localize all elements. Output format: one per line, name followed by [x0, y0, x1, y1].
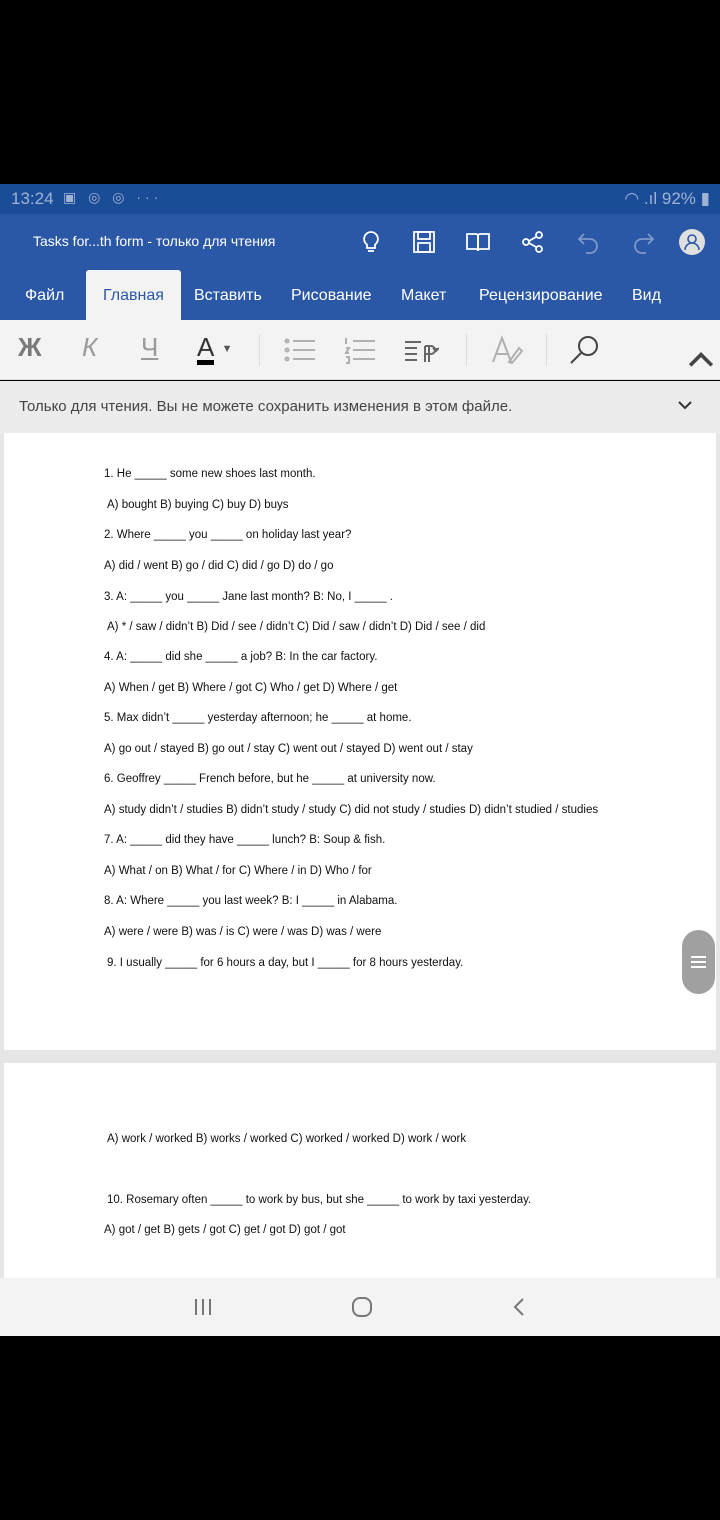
question-line: 3. A: _____ you _____ Jane last month? B: No, I _____ . — [104, 591, 393, 603]
chevron-down-icon[interactable] — [675, 395, 695, 415]
home-icon[interactable] — [350, 1295, 374, 1319]
document-page[interactable] — [4, 433, 716, 1050]
back-icon[interactable] — [508, 1295, 532, 1319]
question-line: 7. A: _____ did they have _____ lunch? B: Soup & fish. — [104, 834, 386, 846]
scroll-handle[interactable] — [682, 930, 715, 994]
grip-line — [691, 956, 706, 958]
status-time: 13:24 — [11, 189, 54, 208]
bullet-list-icon[interactable] — [282, 332, 318, 368]
tab-review[interactable]: Рецензирование — [479, 287, 603, 304]
answer-line: A) work / worked B) works / worked C) worked / worked D) work / work — [107, 1133, 467, 1145]
wifi-signal-icon: ◠ .ıl — [624, 189, 662, 208]
question-line: 10. Rosemary often _____ to work by bus, but she _____ to work by taxi yesterday. — [107, 1194, 532, 1206]
tab-insert[interactable]: Вставить — [194, 287, 262, 304]
document-page[interactable] — [4, 1063, 716, 1278]
answer-line: A) got / get B) gets / got C) get / got D) got / got — [104, 1224, 346, 1236]
tab-layout[interactable]: Макет — [401, 287, 447, 304]
account-avatar-icon[interactable] — [679, 229, 705, 255]
reading-mode-icon[interactable] — [464, 228, 492, 256]
grip-line — [691, 961, 706, 963]
system-nav-bar — [0, 1278, 720, 1336]
save-icon[interactable] — [410, 228, 438, 256]
readonly-message: Только для чтения. Вы не можете сохранить изменения в этом файле. — [19, 398, 513, 415]
divider — [466, 334, 467, 366]
collapse-ribbon-icon[interactable] — [683, 342, 719, 378]
italic-button[interactable]: К — [82, 332, 98, 362]
divider — [259, 334, 260, 366]
tab-draw[interactable]: Рисование — [291, 287, 372, 304]
question-line: 5. Max didn’t _____ yesterday afternoon; he _____ at home. — [104, 712, 412, 724]
answer-line: A) study didn’t / studies B) didn’t study / study C) did not study / studies D) didn’t studied / studies — [104, 804, 599, 816]
tab-home[interactable]: Главная — [86, 270, 181, 320]
answer-line: A) were / were B) was / is C) were / was D) was / were — [104, 926, 382, 938]
document-title[interactable]: Tasks for...th form - только для чтения — [33, 233, 276, 249]
ribbon-tabs — [0, 270, 720, 320]
question-line: 2. Where _____ you _____ on holiday last year? — [104, 529, 352, 541]
divider — [546, 334, 547, 366]
bold-button[interactable]: Ж — [18, 332, 42, 362]
font-color-letter: A — [197, 334, 214, 365]
recent-apps-icon[interactable] — [191, 1295, 215, 1319]
question-line: 9. I usually _____ for 6 hours a day, but I _____ for 8 hours yesterday. — [107, 957, 464, 969]
redo-icon[interactable] — [629, 228, 657, 256]
answer-line: A) * / saw / didn’t B) Did / see / didn’t C) Did / saw / didn’t D) Did / see / did — [107, 621, 486, 633]
paragraph-format-icon[interactable] — [403, 332, 439, 368]
question-line: 6. Geoffrey _____ French before, but he _____ at university now. — [104, 773, 436, 785]
notification-icons: ▣ ◎ ◎ ··· — [63, 189, 163, 205]
answer-line: A) bought B) buying C) buy D) buys — [107, 499, 289, 511]
question-line: 1. He _____ some new shoes last month. — [104, 468, 316, 480]
status-right — [624, 189, 710, 209]
question-line: 8. A: Where _____ you last week? B: I _____ in Alabama. — [104, 895, 398, 907]
numbered-list-icon[interactable] — [342, 332, 378, 368]
underline-button[interactable]: Ч — [141, 332, 159, 362]
answer-line: A) did / went B) go / did C) did / go D) do / go — [104, 560, 334, 572]
tab-file[interactable]: Файл — [25, 287, 65, 304]
font-color-button[interactable] — [197, 332, 232, 368]
share-icon[interactable] — [519, 228, 547, 256]
document-canvas[interactable] — [0, 433, 720, 1278]
title-bar — [0, 214, 720, 270]
search-icon[interactable] — [567, 332, 603, 368]
status-bar — [0, 184, 720, 214]
answer-line: A) What / on B) What / for C) Where / in D) Who / for — [104, 865, 372, 877]
battery-percent: 92% — [661, 189, 696, 208]
answer-line: A) go out / stayed B) go out / stay C) went out / stayed D) went out / stay — [104, 743, 473, 755]
answer-line: A) When / get B) Where / got C) Who / get D) Where / get — [104, 682, 398, 694]
styles-icon[interactable] — [489, 332, 525, 368]
readonly-notice-bar — [0, 381, 720, 433]
undo-icon[interactable] — [575, 228, 603, 256]
question-line: 4. A: _____ did she _____ a job? B: In the car factory. — [104, 651, 378, 663]
grip-line — [691, 966, 706, 968]
formatting-toolbar — [0, 320, 720, 380]
dropdown-arrow-icon: ▼ — [221, 343, 233, 356]
battery-icon: ▮ — [700, 189, 710, 208]
tab-view[interactable]: Вид — [632, 287, 661, 304]
lightbulb-icon[interactable] — [357, 228, 385, 256]
